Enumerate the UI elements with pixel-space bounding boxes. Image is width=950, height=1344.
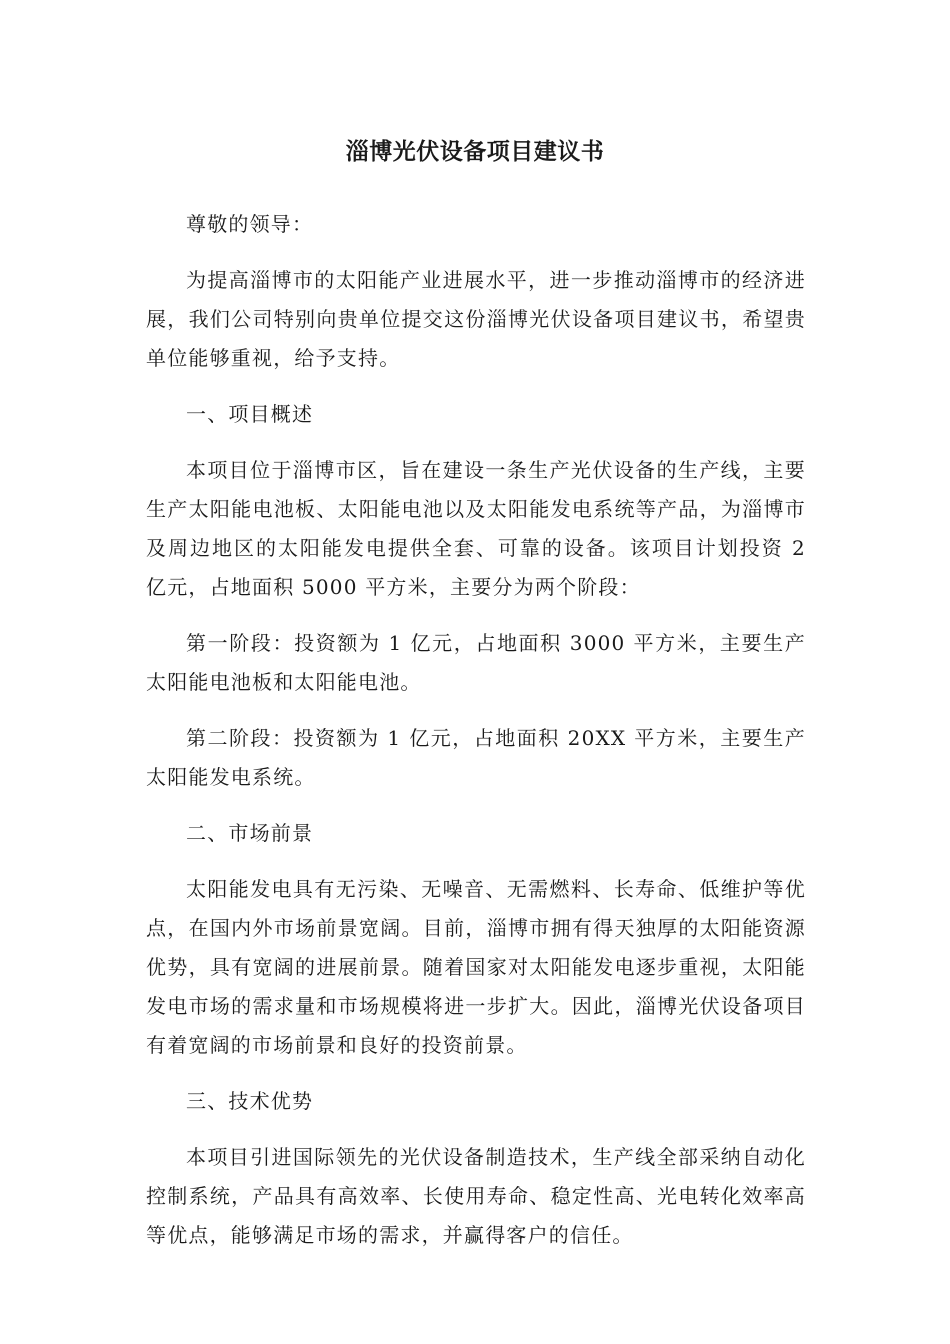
technology-paragraph: 本项目引进国际领先的光伏设备制造技术，生产线全部采纳自动化控制系统，产品具有高效率、长使用寿命、稳定性高、光电转化效率高等优点，能够满足市场的需求，并赢得客户的信任。	[146, 1145, 806, 1247]
phase-two-paragraph: 第二阶段：投资额为 1 亿元，占地面积 20XX 平方米，主要生产太阳能发电系统。	[146, 726, 806, 789]
intro-paragraph: 为提高淄博市的太阳能产业进展水平，进一步推动淄博市的经济进展，我们公司特别向贵单位提交这份淄博光伏设备项目建议书，希望贵单位能够重视，给予支持。	[146, 268, 806, 370]
overview-paragraph: 本项目位于淄博市区，旨在建设一条生产光伏设备的生产线，主要生产太阳能电池板、太阳能电池以及太阳能发电系统等产品，为淄博市及周边地区的太阳能发电提供全套、可靠的设备。该项目计划投资 2 亿元，占地面积 5000 平方米，主要分为两个阶段：	[146, 458, 806, 599]
section-heading-technology: 三、技术优势	[186, 1089, 314, 1113]
market-paragraph: 太阳能发电具有无污染、无噪音、无需燃料、长寿命、低维护等优点，在国内外市场前景宽阔。目前，淄博市拥有得天独厚的太阳能资源优势，具有宽阔的进展前景。随着国家对太阳能发电逐步重视，太阳能发电市场的需求量和市场规模将进一步扩大。因此，淄博光伏设备项目有着宽阔的市场前景和良好的投资前景。	[146, 877, 806, 1057]
document-body	[146, 205, 806, 1272]
phase-one-paragraph: 第一阶段：投资额为 1 亿元，占地面积 3000 平方米，主要生产太阳能电池板和太阳能电池。	[146, 631, 806, 694]
section-heading-market: 二、市场前景	[186, 821, 314, 845]
section-heading-overview: 一、项目概述	[186, 402, 314, 426]
salutation: 尊敬的领导：	[186, 212, 314, 236]
document-title: 淄博光伏设备项目建议书	[345, 139, 605, 165]
